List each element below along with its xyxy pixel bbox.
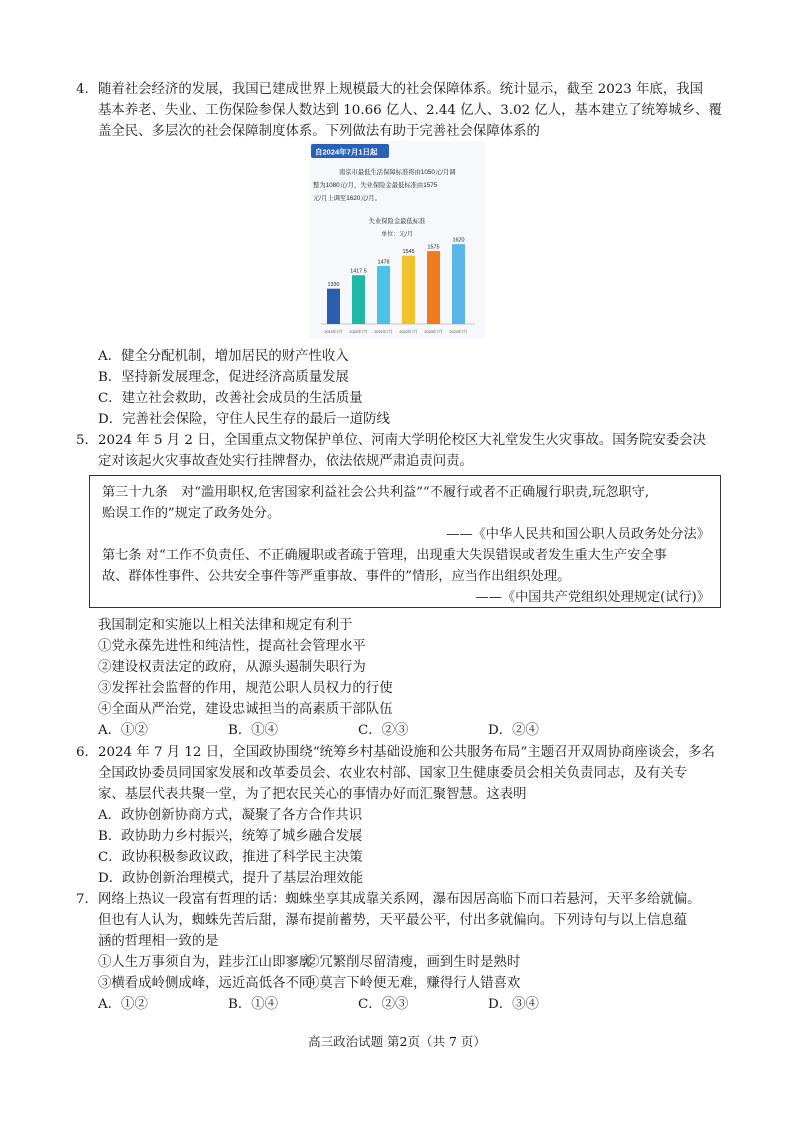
article-7-line: 故、群体性事件、公共安全事件等严重事故、事件的”情形，应当作出组织处理。: [102, 569, 571, 584]
tick-label: 2020年7月: [349, 330, 368, 334]
question-stem: 我国制定和实施以上相关法律和规定有利于: [98, 618, 353, 633]
data-label: 1417.5: [350, 268, 367, 275]
question-text-line: 2024 年 5 月 2 日，全国重点文物保护单位、河南大学明伦校区大礼堂发生火灾事故。国务院安委会决: [98, 433, 707, 448]
question-number: 6.: [76, 745, 89, 760]
question-text-line: 网络上热议一段富有哲理的话：蜘蛛坐享其成靠关系网，瀑布因居高临下而口若悬河，天平多给就偏。: [98, 892, 701, 907]
data-label: 1478: [377, 259, 390, 266]
date-tag-text: 自2024年7月1日起: [315, 147, 378, 157]
statement-3: ③发挥社会监督的作用，规范公职人员权力的行使: [98, 681, 393, 696]
question-text-line: 但也有人认为，蜘蛛先苦后甜，瀑布提前蓄势，天平最公平，付出多就偏向。下列诗句与以上信息蕴: [98, 913, 688, 928]
chart-unit-label: 单位：元/月: [381, 232, 413, 238]
bar-chart: [309, 141, 485, 339]
article-39-line: 第三十九条 对“滥用职权,危害国家利益社会公共利益”“不履行或者不正确履行职责,玩忽职守,: [102, 485, 650, 500]
notice-line: 南京市最低生活保障标准将由1050元/月调: [339, 169, 456, 176]
page-footer: 高三政治试题 第2页（共 7 页）: [308, 1034, 486, 1049]
question-7: [76, 889, 724, 1015]
statements-row: [98, 973, 724, 994]
question-text-line: 2024 年 7 月 12 日，全国政协围绕“统筹乡村基础设施和公共服务布局”主题召开双周协商座谈会，多名: [98, 745, 715, 760]
option-b[interactable]: B．①④: [228, 723, 279, 738]
option-b[interactable]: B．①④: [228, 997, 279, 1012]
data-label: 1330: [327, 282, 340, 289]
data-label: 1575: [427, 244, 440, 251]
question-5-body: [76, 615, 724, 741]
statement-1: ①党永葆先进性和纯洁性，提高社会管理水平: [98, 639, 366, 654]
statement-1: ①人生万事须自为，跬步江山即寥廓: [98, 955, 313, 970]
statement-4: ④莫言下岭便无难，赚得行人错喜欢: [306, 976, 521, 991]
option-c[interactable]: C．政协积极参政议政，推进了科学民主决策: [98, 850, 363, 865]
option-a[interactable]: A．健全分配机制，增加居民的财产性收入: [98, 349, 349, 364]
statement-4: ④全面从严治党，建设忠诚担当的高素质干部队伍: [98, 702, 393, 717]
tick-label: 2023年7月: [424, 330, 443, 334]
tick-label: 2021年7月: [374, 330, 393, 334]
option-b[interactable]: B．政协助力乡村振兴，统筹了城乡融合发展: [98, 829, 363, 844]
article-39-line: 贻误工作的”规定了政务处分。: [102, 506, 281, 521]
question-4-options: [76, 346, 724, 430]
question-text-line: 全国政协委员同国家发展和改革委员会、农业农村部、国家卫生健康委员会相关负责同志，及有关专: [98, 766, 688, 781]
option-c[interactable]: C．②③: [358, 723, 409, 738]
option-c[interactable]: C．建立社会救助，改善社会成员的生活质量: [98, 391, 363, 406]
option-a[interactable]: A．政协创新协商方式，凝聚了各方合作共识: [98, 808, 363, 823]
statement-2: ②冗繁削尽留清瘦，画到生时是熟时: [306, 955, 521, 970]
options-row: [98, 994, 724, 1015]
notice-line: 元/月上调至1620元/月。: [313, 195, 381, 202]
option-c[interactable]: C．②③: [358, 997, 409, 1012]
question-4: [76, 79, 724, 142]
statement-3: ③横看成岭侧成峰，远近高低各不同: [98, 976, 313, 991]
unemployment-insurance-figure: [309, 141, 485, 339]
tick-label: 2024年7月: [449, 330, 468, 334]
option-d[interactable]: D．政协创新治理模式，提升了基层治理效能: [98, 871, 364, 886]
bar-2023年7月: [427, 251, 440, 324]
chart-title: 失业保险金最低标准: [368, 218, 426, 225]
statement-2: ②建设权责法定的政府，从源头遏制失职行为: [98, 660, 366, 675]
question-text-line: 涵的哲理相一致的是: [98, 934, 219, 949]
tick-label: 2019年7月: [324, 330, 343, 334]
question-number: 5.: [76, 433, 89, 448]
source-citation: ——《中国共产党组织处理规定(试行)》: [475, 590, 710, 605]
bar-2021年7月: [377, 266, 390, 324]
bar-2020年7月: [352, 275, 365, 324]
notice-line: 整为1080元/月，失业保险金最低标准由1575: [313, 182, 438, 189]
law-quote-box: [89, 475, 721, 608]
question-text-line: 定对该起火灾事故查处实行挂牌督办，依法依规严肃追责问责。: [98, 454, 473, 469]
source-citation: ——《中华人民共和国公职人员政务处分法》: [446, 527, 710, 542]
option-a[interactable]: A．①②: [98, 723, 148, 738]
question-text-line: 家、基层代表共聚一堂，为了把农民关心的事情办好而汇聚智慧。这表明: [98, 787, 527, 802]
options-row: [98, 720, 724, 741]
bar-2019年7月: [327, 289, 340, 324]
question-6: [76, 742, 724, 889]
question-text-line: 盖全民、多层次的社会保障制度体系。下列做法有助于完善社会保障体系的: [98, 124, 540, 139]
article-7-line: 第七条 对“工作不负责任、不正确履职或者疏于管理，出现重大失误错误或者发生重大生产安全事: [102, 548, 667, 563]
data-label: 1620: [452, 237, 465, 244]
bar-2022年7月: [402, 256, 415, 324]
option-d[interactable]: D．完善社会保险，守住人民生存的最后一道防线: [98, 412, 390, 427]
option-d[interactable]: D．③④: [488, 997, 539, 1012]
option-d[interactable]: D．②④: [488, 723, 539, 738]
data-label: 1545: [402, 249, 415, 256]
question-text-line: 基本养老、失业、工伤保险参保人数达到 10.66 亿人、2.44 亿人、3.02 亿人，基本建立了统筹城乡、覆: [98, 103, 722, 118]
question-text-line: 随着社会经济的发展，我国已建成世界上规模最大的社会保障体系。统计显示，截至 2023 年底，我国: [98, 82, 703, 97]
question-5: [76, 430, 724, 472]
statements-row: [98, 952, 724, 973]
option-a[interactable]: A．①②: [98, 997, 148, 1012]
option-b[interactable]: B．坚持新发展理念，促进经济高质量发展: [98, 370, 349, 385]
question-number: 4.: [76, 82, 89, 97]
tick-label: 2022年7月: [399, 330, 418, 334]
bar-2024年7月: [452, 244, 465, 324]
question-number: 7.: [76, 892, 89, 907]
